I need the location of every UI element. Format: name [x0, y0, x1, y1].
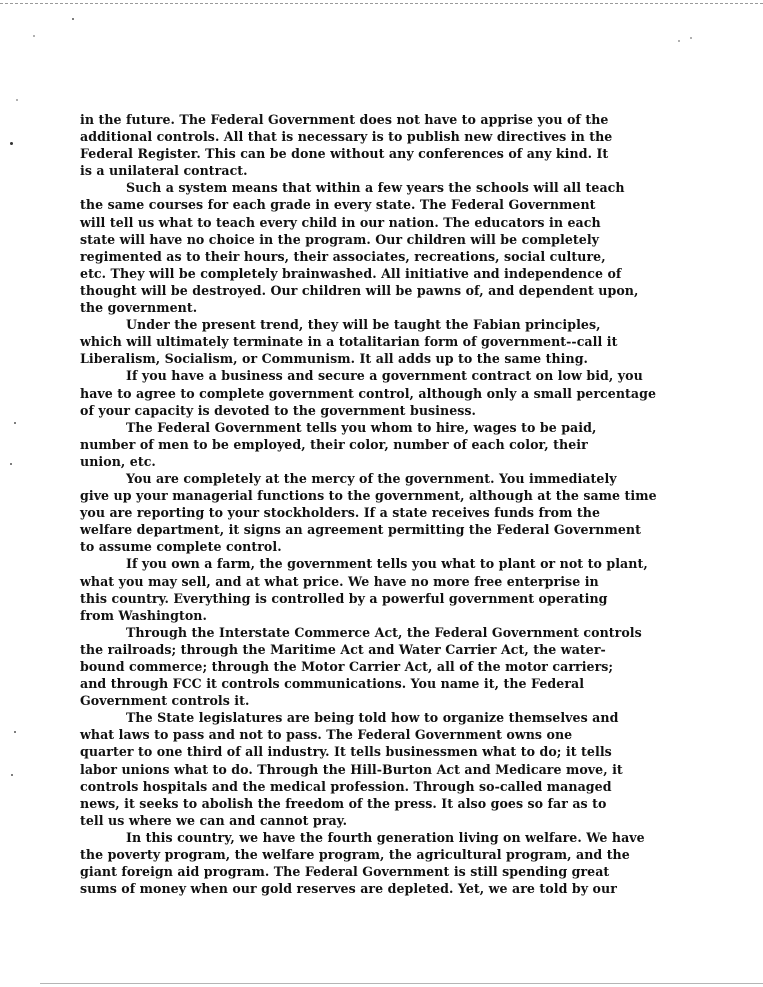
paragraph-first-line: The Federal Government tells you whom to hire, wages to be paid,: [126, 419, 597, 435]
text-line: sums of money when our gold reserves are depleted. Yet, we are told by our: [80, 881, 617, 897]
text-line: quarter to one third of all industry. It tells businessmen what to do; it tells: [80, 744, 612, 760]
text-line: the government.: [80, 300, 198, 316]
text-line: the poverty program, the welfare program, the agricultural program, and the: [80, 847, 630, 863]
text-line: Federal Register. This can be done without any conferences of any kind. It: [80, 146, 609, 162]
text-line: and through FCC it controls communications. You name it, the Federal: [80, 676, 585, 692]
document-body: [80, 111, 700, 897]
text-line: etc. They will be completely brainwashed. All initiative and independence of: [80, 265, 622, 281]
text-line: additional controls. All that is necessary is to publish new directives in the: [80, 129, 613, 145]
text-line: give up your managerial functions to the government, although at the same time: [80, 488, 657, 504]
paragraph-first-line: In this country, we have the fourth generation living on welfare. We have: [126, 829, 645, 845]
text-line: bound commerce; through the Motor Carrier Act, all of the motor carriers;: [80, 659, 614, 674]
text-line: is a unilateral contract.: [80, 163, 248, 179]
text-line: which will ultimately terminate in a totalitarian form of government--call it: [80, 334, 618, 350]
text-line: in the future. The Federal Government does not have to apprise you of the: [80, 112, 609, 127]
text-line: tell us where we can and cannot pray.: [80, 812, 348, 828]
scan-speck: [14, 731, 16, 733]
text-line: Government controls it.: [80, 693, 250, 709]
text-line: controls hospitals and the medical profession. Through so-called managed: [80, 778, 612, 794]
scan-speck: [11, 774, 13, 776]
text-line: you are reporting to your stockholders. If a state receives funds from the: [80, 505, 601, 521]
text-line: giant foreign aid program. The Federal Government is still spending great: [80, 864, 610, 880]
text-line: this country. Everything is controlled by a powerful government operating: [80, 590, 608, 606]
scan-speck: [33, 35, 35, 37]
text-line: regimented as to their hours, their associates, recreations, social culture,: [80, 248, 606, 264]
text-line: thought will be destroyed. Our children will be pawns of, and dependent upon,: [80, 282, 639, 298]
text-line: number of men to be employed, their color, number of each color, their: [80, 436, 588, 452]
text-line: union, etc.: [80, 453, 156, 469]
text-line: from Washington.: [80, 607, 207, 623]
text-line: what you may sell, and at what price. We have no more free enterprise in: [80, 573, 599, 589]
text-line: to assume complete control.: [80, 539, 282, 555]
text-line: labor unions what to do. Through the Hill-Burton Act and Medicare move, it: [80, 761, 623, 777]
paragraph-first-line: You are completely at the mercy of the government. You immediately: [126, 470, 617, 486]
paragraph-first-line: If you have a business and secure a government contract on low bid, you: [126, 368, 643, 384]
scan-speck: [690, 37, 692, 39]
scan-speck: [14, 422, 16, 424]
text-line: have to agree to complete government control, although only a small percentage: [80, 385, 657, 401]
text-line: state will have no choice in the program. Our children will be completely: [80, 231, 600, 247]
text-line: what laws to pass and not to pass. The Federal Government owns one: [80, 727, 573, 743]
page-top-edge: [0, 3, 763, 4]
paragraph-first-line: Through the Interstate Commerce Act, the Federal Government controls: [126, 624, 642, 640]
text-line: the railroads; through the Maritime Act and Water Carrier Act, the water-: [80, 641, 606, 657]
text-line: of your capacity is devoted to the government business.: [80, 402, 476, 418]
scan-speck: [10, 463, 12, 465]
scan-speck: [678, 40, 680, 42]
text-line: news, it seeks to abolish the freedom of the press. It also goes so far as to: [80, 795, 607, 811]
paragraph-first-line: The State legislatures are being told how to organize themselves and: [126, 710, 619, 726]
paragraph-first-line: Under the present trend, they will be taught the Fabian principles,: [126, 317, 601, 333]
scan-speck: [72, 18, 74, 20]
scan-speck: [16, 99, 18, 101]
text-line: will tell us what to teach every child in our nation. The educators in each: [80, 214, 601, 230]
text-line: Liberalism, Socialism, or Communism. It all adds up to the same thing.: [80, 351, 588, 367]
text-line: the same courses for each grade in every state. The Federal Government: [80, 197, 596, 213]
paragraph-first-line: If you own a farm, the government tells you what to plant or not to plant,: [126, 556, 648, 572]
page-bottom-edge: [40, 983, 763, 984]
paragraph-first-line: Such a system means that within a few years the schools will all teach: [126, 180, 625, 196]
scan-speck: [10, 142, 13, 145]
text-line: welfare department, it signs an agreement permitting the Federal Government: [80, 522, 641, 538]
